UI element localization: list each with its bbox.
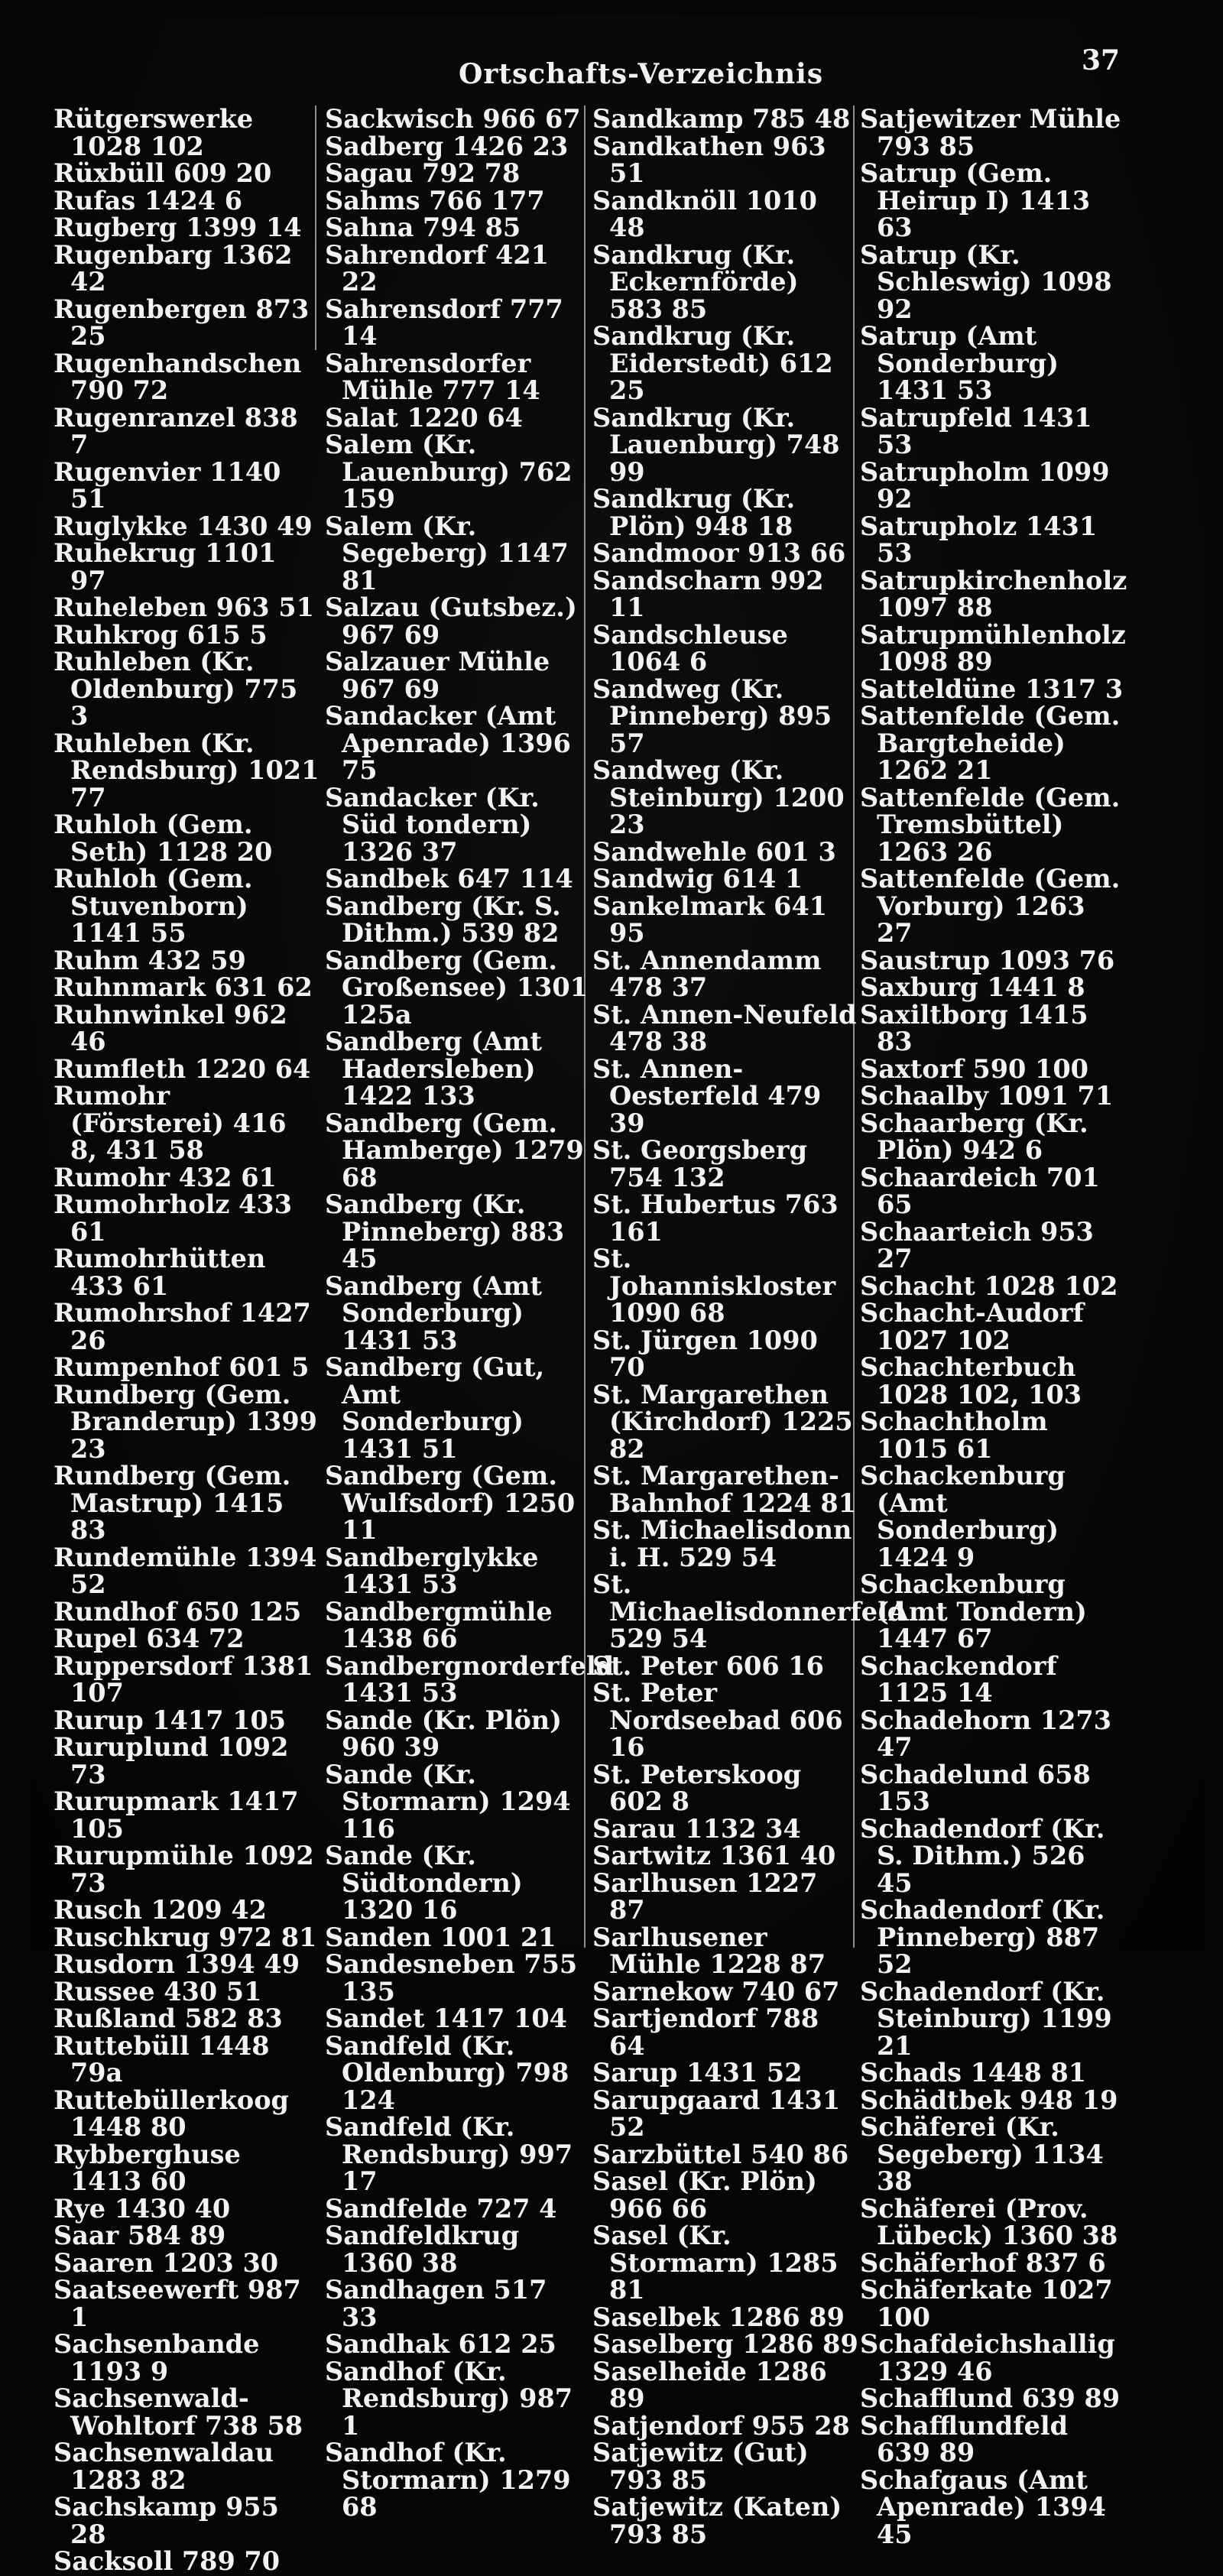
directory-entry: Saxiltborg 1415 83	[860, 999, 1088, 1056]
directory-entry: Schaarberg (Kr. Plön) 942 6	[860, 1108, 1088, 1165]
directory-entry: Saselheide 1286 89	[592, 2356, 827, 2413]
directory-entry: Sasel (Kr. Stormarn) 1285 81	[592, 2221, 839, 2305]
directory-entry: Rugberg 1399 14	[54, 213, 302, 242]
directory-entry: Sattenfelde (Gem. Bargteheide) 1262 21	[860, 701, 1121, 785]
directory-entry: Sagau 792 78	[325, 158, 521, 188]
directory-entry: Ruhkrog 615 5	[54, 619, 268, 650]
directory-entry: Sackwisch 966 67	[325, 104, 581, 134]
directory-entry: Schäferkate 1027 100	[860, 2275, 1113, 2332]
directory-entry: Rye 1430 40	[54, 2193, 231, 2224]
directory-entry: Sasel (Kr. Plön) 966 66	[592, 2166, 817, 2224]
directory-entry: Satjendorf 955 28	[592, 2410, 850, 2441]
directory-entry: Schaarteich 953 27	[860, 1216, 1094, 1273]
directory-entry: Ruhekrug 1101 97	[54, 538, 277, 595]
directory-entry: Saustrup 1093 76	[860, 945, 1115, 975]
directory-entry: Rundberg (Gem. Mastrup) 1415 83	[54, 1461, 291, 1545]
directory-entry: Schafdeichshallig 1329 46	[860, 2329, 1115, 2386]
directory-entry: Sahna 794 85	[325, 213, 521, 242]
directory-entry: Schadehorn 1273 47	[860, 1705, 1111, 1762]
directory-entry: St. Peter 606 16	[592, 1650, 824, 1681]
directory-entry: St. Hubertus 763 161	[592, 1189, 839, 1247]
directory-page	[31, 15, 1208, 2576]
directory-entry: Sandberg (Gem. Hamberge) 1279 68	[325, 1108, 584, 1192]
directory-entry: Schacht 1028 102	[860, 1270, 1118, 1301]
directory-entry: Salzau (Gutsbez.) 967 69	[325, 592, 577, 650]
directory-entry: Sandet 1417 104	[325, 2003, 567, 2033]
directory-entry: St. Margarethen (Kirchdorf) 1225 82	[592, 1379, 853, 1464]
directory-entry: Ruttebüllerkoog 1448 80	[54, 2084, 289, 2142]
directory-entry: Sandbergnorderfeld 1431 53	[325, 1650, 615, 1708]
directory-entry: Rugenbergen 873 25	[54, 294, 310, 351]
directory-entry: Schackendorf 1125 14	[860, 1650, 1057, 1708]
directory-entry: Sandfelde 727 4	[325, 2193, 557, 2224]
directory-entry: Rumfleth 1220 64	[54, 1053, 311, 1084]
directory-entry: Ruhleben (Kr. Rendsburg) 1021 77	[54, 728, 320, 813]
directory-entry: Sandknöll 1010 48	[592, 185, 817, 242]
directory-entry: St. Michaelisdonnerfeld 529 54	[592, 1569, 906, 1653]
directory-entry: Rusdorn 1394 49	[54, 1949, 300, 1979]
directory-entry: Satrupholz 1431 53	[860, 511, 1098, 568]
directory-entry: Ruhleben (Kr. Oldenburg) 775 3	[54, 647, 298, 731]
directory-entry: Rumpenhof 601 5	[54, 1352, 310, 1382]
directory-entry: Sandbergmühle 1438 66	[325, 1596, 553, 1653]
directory-entry: Satteldüne 1317 3	[860, 673, 1124, 704]
directory-entry: Rumohrshof 1427 26	[54, 1298, 311, 1355]
directory-entry: Sandfeldkrug 1360 38	[325, 2221, 520, 2278]
directory-entry: Schacht-Audorf 1027 102	[860, 1298, 1084, 1355]
directory-entry: Sandweg (Kr. Pinneberg) 895 57	[592, 673, 832, 758]
directory-entry: Sachsenwald-Wohltorf 738 58	[54, 2383, 303, 2441]
directory-entry: Schads 1448 81	[860, 2058, 1087, 2088]
directory-entry: Sachsenbande 1193 9	[54, 2329, 260, 2386]
directory-entry: Satjewitzer Mühle 793 85	[860, 104, 1121, 161]
directory-entry: Sandbek 647 114	[325, 864, 573, 894]
directory-entry: Sahrensdorfer Mühle 777 14	[325, 348, 540, 405]
directory-entry: Rumohr (Försterei) 416 8, 431 58	[54, 1081, 287, 1165]
directory-entry: Rufas 1424 6	[54, 185, 243, 216]
directory-entry: Salat 1220 64	[325, 402, 523, 433]
directory-entry: Rugenranzel 838 7	[54, 402, 298, 459]
directory-entry: Rupel 634 72	[54, 1624, 245, 1653]
directory-entry: Sandfeld (Kr. Rendsburg) 997 17	[325, 2112, 573, 2196]
directory-entry: Schäferei (Kr. Segeberg) 1134 38	[860, 2112, 1104, 2196]
directory-entry: Ruhnwinkel 962 46	[54, 999, 287, 1056]
directory-entry: Schachterbuch 1028 102, 103	[860, 1352, 1082, 1410]
directory-entry: Sandhagen 517 33	[325, 2275, 547, 2332]
directory-entry: Sattenfelde (Gem. Tremsbüttel) 1263 26	[860, 782, 1121, 867]
directory-entry: Schaardeich 701 65	[860, 1162, 1100, 1219]
directory-entry: Sandwig 614 1	[592, 864, 803, 894]
directory-entry: Sandberg (Amt Sonderburg) 1431 53	[325, 1270, 542, 1355]
directory-entry: Rundhof 650 125	[54, 1596, 302, 1627]
directory-entry: Sandhak 612 25	[325, 2329, 556, 2359]
page-number: 37	[1082, 44, 1121, 76]
directory-entry: Sachskamp 955 28	[54, 2492, 279, 2549]
directory-entry: Sandkrug (Kr. Eiderstedt) 612 25	[592, 321, 833, 405]
directory-entry: Rundemühle 1394 52	[54, 1542, 317, 1599]
directory-entry: Sarlhusen 1227 87	[592, 1867, 818, 1925]
directory-entry: Satrup (Kr. Schleswig) 1098 92	[860, 239, 1112, 324]
directory-entry: Russee 430 51	[54, 1976, 262, 2007]
directory-entry: Rugenbarg 1362 42	[54, 239, 293, 297]
directory-entry: Rugenvier 1140 51	[54, 456, 281, 514]
directory-entry: Ruschkrug 972 81	[54, 1922, 317, 1952]
directory-entry: Schachtholm 1015 61	[860, 1406, 1048, 1464]
directory-entry: Satrupkirchenholz 1097 88	[860, 565, 1127, 622]
directory-entry: St. Annen-Oesterfeld 479 39	[592, 1053, 822, 1138]
directory-entry: Ruhloh (Gem. Seth) 1128 20	[54, 809, 273, 867]
directory-entry: Schäferhof 837 6	[860, 2247, 1106, 2278]
directory-entry: Sandacker (Amt Apenrade) 1396 75	[325, 701, 571, 785]
directory-entry: Sandberg (Gem. Großensee) 1301 125a	[325, 945, 588, 1030]
directory-entry: St. Peter Nordseebad 606 16	[592, 1678, 843, 1762]
directory-entry: Sandberg (Gut, Amt Sonderburg) 1431 51	[325, 1352, 545, 1464]
directory-entry: Sandweg (Kr. Steinburg) 1200 23	[592, 755, 845, 839]
directory-entry: Sandacker (Kr. Süd tondern) 1326 37	[325, 782, 540, 867]
directory-entry: Sandhof (Kr. Stormarn) 1279 68	[325, 2438, 571, 2522]
directory-entry: Satjewitz (Gut) 793 85	[592, 2438, 809, 2495]
directory-entry: Schaalby 1091 71	[860, 1081, 1114, 1111]
directory-entry: Satrup (Gem. Heirup I) 1413 63	[860, 158, 1091, 242]
directory-entry: Sahrensdorf 777 14	[325, 294, 563, 351]
directory-entry: Sattenfelde (Gem. Vorburg) 1263 27	[860, 864, 1121, 948]
directory-entry: Rusch 1209 42	[54, 1895, 267, 1925]
directory-entry: Sande (Kr. Südtondern) 1320 16	[325, 1841, 523, 1925]
directory-entry: St. Jürgen 1090 70	[592, 1325, 818, 1382]
directory-entry: Sacksoll 789 70	[54, 2546, 281, 2576]
directory-entry: Schafflund 639 89	[860, 2383, 1121, 2413]
directory-entry: Satrup (Amt Sonderburg) 1431 53	[860, 321, 1059, 405]
directory-entry: Schackenburg (Amt Sonderburg) 1424 9	[860, 1461, 1066, 1572]
directory-entry: Salem (Kr. Segeberg) 1147 81	[325, 511, 569, 595]
directory-entry: Salzauer Mühle 967 69	[325, 647, 550, 704]
directory-entry: Rybberghuse 1413 60	[54, 2139, 241, 2196]
directory-entry: St. Annendamm 478 37	[592, 945, 822, 1002]
directory-entry: Sarnekow 740 67	[592, 1976, 840, 2007]
directory-entry: Sandberg (Amt Hadersleben) 1422 133	[325, 1027, 542, 1111]
directory-entry: Sande (Kr. Plön) 960 39	[325, 1705, 562, 1762]
directory-entry: Rumohrhütten 433 61	[54, 1244, 266, 1301]
directory-entry: Satjewitz (Katen) 793 85	[592, 2492, 842, 2549]
directory-entry: Sande (Kr. Stormarn) 1294 116	[325, 1759, 571, 1844]
directory-entry: Rurupmark 1417 105	[54, 1786, 299, 1844]
directory-entry: Sarzbüttel 540 86	[592, 2139, 849, 2169]
directory-entry: Sandberg (Kr. S. Dithm.) 539 82	[325, 891, 561, 948]
directory-entry: Satrupmühlenholz 1098 89	[860, 619, 1126, 676]
directory-entry: Ruhloh (Gem. Stuvenborn) 1141 55	[54, 864, 253, 948]
directory-entry: Schadendorf (Kr. S. Dithm.) 526 45	[860, 1813, 1105, 1898]
directory-entry: Ruttebüll 1448 79a	[54, 2030, 270, 2088]
directory-entry: Sandmoor 913 66	[592, 538, 846, 568]
directory-entry: Saxburg 1441 8	[860, 972, 1085, 1002]
directory-entry: Schadelund 658 153	[860, 1759, 1091, 1816]
directory-entry: Schafgaus (Amt Apenrade) 1394 45	[860, 2464, 1106, 2549]
directory-entry: Satrupholm 1099 92	[860, 456, 1110, 514]
directory-entry: Sandfeld (Kr. Oldenburg) 798 124	[325, 2030, 569, 2115]
directory-entry: Sanden 1001 21	[325, 1922, 556, 1952]
directory-entry: Saar 584 89	[54, 2221, 226, 2250]
directory-entry: Sandkathen 963 51	[592, 131, 826, 188]
directory-entry: Schadendorf (Kr. Pinneberg) 887 52	[860, 1895, 1105, 1979]
directory-entry: Ruhnmark 631 62	[54, 972, 313, 1002]
directory-entry: Ruruplund 1092 73	[54, 1732, 289, 1789]
directory-entry: Rußland 582 83	[54, 2003, 283, 2033]
directory-entry: Ruppersdorf 1381 107	[54, 1650, 313, 1708]
directory-entry: Sandesneben 755 135	[325, 1949, 578, 2007]
directory-entry: Schafflundfeld 639 89	[860, 2410, 1069, 2467]
directory-entry: Rüxbüll 609 20	[54, 158, 272, 188]
directory-entry: St. Johanniskloster 1090 68	[592, 1244, 836, 1328]
column-2	[325, 104, 615, 2522]
directory-entry: Saxtorf 590 100	[860, 1053, 1088, 1084]
directory-entry: Sarau 1132 34	[592, 1813, 801, 1844]
directory-entry: Rumohrholz 433 61	[54, 1189, 293, 1247]
directory-entry: Saaren 1203 30	[54, 2247, 279, 2278]
directory-entry: Sadberg 1426 23	[325, 131, 569, 161]
directory-entry: Sandkamp 785 48	[592, 104, 851, 134]
directory-entry: Sandkrug (Kr. Eckernförde) 583 85	[592, 239, 799, 324]
directory-entry: St. Michaelisdonn i. H. 529 54	[592, 1515, 852, 1572]
directory-entry: Ruheleben 963 51	[54, 592, 314, 622]
directory-entry: St. Margarethen-Bahnhof 1224 81	[592, 1461, 857, 1518]
directory-entry: Sandberg (Gem. Wulfsdorf) 1250 11	[325, 1461, 576, 1545]
directory-entry: Saselberg 1286 89	[592, 2329, 858, 2359]
page-header	[31, 44, 1208, 98]
directory-entry: Schäferei (Prov. Lübeck) 1360 38	[860, 2193, 1118, 2250]
directory-entry: Sandberg (Kr. Pinneberg) 883 45	[325, 1189, 565, 1273]
directory-entry: Sarlhusener Mühle 1228 87	[592, 1922, 826, 1979]
directory-entry: Sahms 766 177	[325, 185, 545, 216]
directory-entry: Ruhm 432 59	[54, 945, 246, 975]
directory-entry: Sandkrug (Kr. Lauenburg) 748 99	[592, 402, 840, 487]
directory-entry: Sarup 1431 52	[592, 2058, 803, 2088]
directory-entry: Rugenhandschen 790 72	[54, 348, 302, 405]
directory-entry: Schädtbek 948 19	[860, 2084, 1118, 2115]
directory-entry: Rütgerswerke 1028 102	[54, 104, 254, 161]
directory-entry: Rumohr 432 61	[54, 1162, 277, 1192]
page-title: Ortschafts-Verzeichnis	[459, 58, 824, 90]
directory-entry: Saselbek 1286 89	[592, 2302, 845, 2332]
directory-entry: Schackenburg (Amt Tondern) 1447 67	[860, 1569, 1087, 1653]
directory-entry: Sahrendorf 421 22	[325, 239, 549, 297]
column-4	[860, 105, 1126, 2548]
directory-entry: St. Peterskoog 602 8	[592, 1759, 802, 1816]
directory-entry: Rurupmühle 1092 73	[54, 1841, 314, 1898]
directory-entry: Sartjendorf 788 64	[592, 2003, 819, 2061]
directory-entry: Sankelmark 641 95	[592, 891, 828, 948]
directory-entry: Saatseewerft 987 1	[54, 2275, 301, 2332]
directory-entry: Sandschleuse 1064 6	[592, 619, 788, 676]
directory-entry: Sandwehle 601 3	[592, 836, 836, 867]
directory-entry: St. Annen-Neufeld 478 38	[592, 999, 857, 1056]
directory-entry: Sarupgaard 1431 52	[592, 2084, 841, 2142]
directory-entry: Satrupfeld 1431 53	[860, 402, 1092, 459]
column-1	[54, 105, 320, 2575]
directory-entry: Schadendorf (Kr. Steinburg) 1199 21	[860, 1976, 1112, 2061]
directory-entry: Ruglykke 1430 49	[54, 511, 313, 541]
column-3	[592, 104, 906, 2549]
directory-entry: Sandhof (Kr. Rendsburg) 987 1	[325, 2356, 573, 2441]
directory-entry: Salem (Kr. Lauenburg) 762 159	[325, 430, 573, 514]
directory-entry: Sartwitz 1361 40	[592, 1841, 836, 1870]
directory-entry: Sandscharn 992 11	[592, 565, 824, 622]
directory-entry: Rundberg (Gem. Branderup) 1399 23	[54, 1379, 317, 1464]
directory-entry: Sachsenwaldau 1283 82	[54, 2438, 274, 2495]
directory-entry: Sandkrug (Kr. Plön) 948 18	[592, 484, 796, 541]
directory-entry: Sandberglykke 1431 53	[325, 1542, 539, 1599]
directory-entry: St. Georgsberg 754 132	[592, 1135, 808, 1192]
directory-entry: Rurup 1417 105	[54, 1705, 287, 1735]
